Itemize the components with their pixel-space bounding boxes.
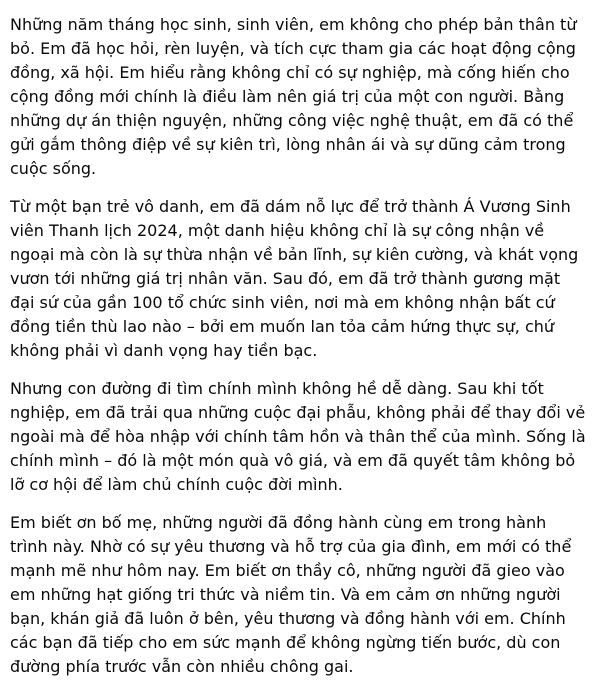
paragraph-line: cuộc sống. [10,159,97,178]
paragraph-line: đại sứ của gần 100 tổ chức sinh viên, nơi mà em không nhận bất cứ [10,293,555,312]
paragraph-line: ngoại mà còn là sự thừa nhận về bản lĩnh, sự kiên cường, và khát vọng [10,245,579,264]
paragraph-line: các bạn đã tiếp cho em sức mạnh để không ngừng tiến bước, dù con [10,633,561,652]
paragraph-line: ngoài mà để hòa nhập với chính tâm hồn và thân thể của mình. Sống là [10,427,586,446]
paragraph-line: em những hạt giống tri thức và niềm tin. Và em cảm ơn những người [10,585,561,604]
paragraph-line: trình này. Nhờ có sự yêu thương và hỗ trợ của gia đình, em mới có thể [10,537,572,556]
paragraph-1 [10,13,605,181]
paragraph-line: cộng đồng mới chính là điều làm nên giá trị của một con người. Bằng [10,87,565,106]
paragraph-line: đồng, xã hội. Em hiểu rằng không chỉ có sự nghiệp, mà cống hiến cho [10,63,570,82]
paragraph-3 [10,377,605,497]
paragraph-line: Em biết ơn bố mẹ, những người đã đồng hành cùng em trong hành [10,513,547,532]
paragraph-line: những dự án thiện nguyện, những công việc nghệ thuật, em đã có thể [10,111,574,130]
paragraph-4 [10,511,605,679]
paragraph-line: mạnh mẽ như hôm nay. Em biết ơn thầy cô, những người đã gieo vào [10,561,565,580]
paragraph-line: viên Thanh lịch 2024, một danh hiệu không chỉ là sự công nhận về [10,221,545,240]
paragraph-line: đường phía trước vẫn còn nhiều chông gai. [10,657,354,676]
paragraph-line: đồng tiền thù lao nào – bởi em muốn lan tỏa cảm hứng thực sự, chứ [10,317,555,336]
paragraph-line: nghiệp, em đã trải qua những cuộc đại phẫu, không phải để thay đổi vẻ [10,403,586,422]
paragraph-2 [10,195,605,363]
paragraph-line: lỡ cơ hội để làm chủ chính cuộc đời mình. [10,475,343,494]
paragraph-line: chính mình – đó là một món quà vô giá, và em đã quyết tâm không bỏ [10,451,576,470]
paragraph-line: vươn tới những giá trị nhân văn. Sau đó, em đã trở thành gương mặt [10,269,561,288]
paragraph-line: không phải vì danh vọng hay tiền bạc. [10,341,318,360]
paragraph-line: bỏ. Em đã học hỏi, rèn luyện, và tích cực tham gia các hoạt động cộng [10,39,576,58]
paragraph-line: gửi gắm thông điệp về sự kiên trì, lòng nhân ái và sự dũng cảm trong [10,135,566,154]
paragraph-line: Nhưng con đường đi tìm chính mình không hề dễ dàng. Sau khi tốt [10,379,544,398]
paragraph-line: Từ một bạn trẻ vô danh, em đã dám nỗ lực để trở thành Á Vương Sinh [10,197,571,216]
paragraph-line: Những năm tháng học sinh, sinh viên, em không cho phép bản thân từ [10,15,577,34]
paragraph-line: bạn, khán giả đã luôn ở bên, yêu thương và đồng hành với em. Chính [10,609,566,628]
